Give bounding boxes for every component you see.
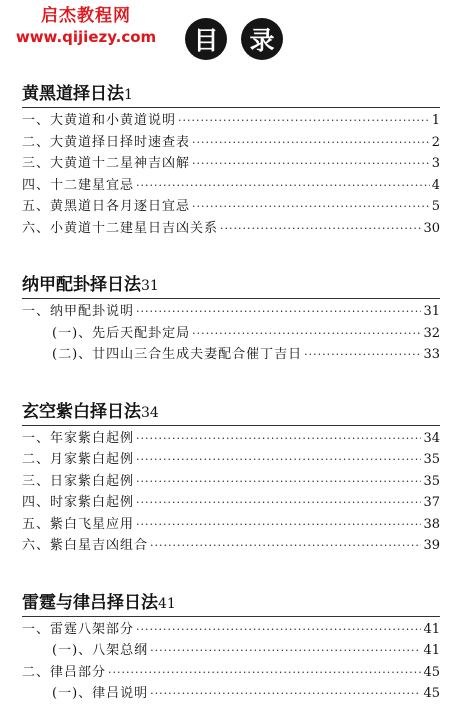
section-title: 黄黑道择日法 <box>22 84 124 104</box>
leader-dots <box>220 218 421 240</box>
leader-dots <box>150 640 421 662</box>
toc-entry-page: 35 <box>423 452 440 467</box>
toc-entry[interactable] <box>22 662 440 684</box>
section-heading <box>22 400 440 424</box>
toc-entry-page: 3 <box>431 156 440 171</box>
section-heading <box>22 591 440 615</box>
toc-entry[interactable] <box>22 619 440 641</box>
toc-entry-page: 34 <box>423 430 440 446</box>
leader-dots <box>150 535 421 557</box>
leader-dots <box>192 132 430 154</box>
leader-dots <box>136 449 421 471</box>
divider <box>22 425 440 426</box>
toc-entry-label: 五、黄黑道日各月逐日宜忌 <box>22 199 191 214</box>
leader-dots <box>192 323 421 345</box>
leader-dots <box>108 662 421 684</box>
toc-entry[interactable] <box>22 175 440 197</box>
toc-entry-label: 二、大黄道择日择时速查表 <box>22 134 191 150</box>
toc-entry-label: 一、大黄道和小黄道说明 <box>22 113 177 128</box>
toc-entry-label: 四、时家紫白起例 <box>22 495 135 510</box>
toc-entry[interactable] <box>22 428 440 450</box>
toc-subentry[interactable] <box>22 323 440 345</box>
toc-entry-label: 一、雷霆八架部分 <box>22 621 135 637</box>
section-page: 31 <box>141 278 159 294</box>
toc-entry-label: 一、年家紫白起例 <box>22 430 135 446</box>
toc-entry-label: (二)、廿四山三合生成夫妻配合催丁吉日 <box>52 347 303 362</box>
toc-entry-label: 二、月家紫白起例 <box>22 452 135 467</box>
toc-entry-page: 41 <box>423 621 440 637</box>
toc-entry-page: 2 <box>431 134 440 150</box>
leader-dots <box>192 196 430 218</box>
section-title: 纳甲配卦择日法 <box>22 275 141 295</box>
toc-entry[interactable] <box>22 132 440 154</box>
toc-entry[interactable] <box>22 449 440 471</box>
toc-entry-label: (一)、先后天配卦定局 <box>52 325 191 341</box>
page-title <box>185 18 283 60</box>
toc-entry-page: 5 <box>431 199 440 214</box>
watermark-url: www.qijiezy.com <box>15 28 157 46</box>
section-page: 41 <box>158 595 176 612</box>
toc-entry[interactable] <box>22 218 440 240</box>
leader-dots <box>136 619 421 641</box>
toc-entry-page: 39 <box>423 538 440 553</box>
leader-dots <box>178 110 430 132</box>
toc-entry-label: 六、小黄道十二建星日吉凶关系 <box>22 220 219 236</box>
leader-dots <box>136 301 421 323</box>
section-heading <box>22 82 440 106</box>
toc-subentry[interactable] <box>22 640 440 662</box>
leader-dots <box>136 492 421 514</box>
section-title: 雷霆与律吕择日法 <box>22 592 158 613</box>
toc-entry-page: 45 <box>423 686 440 701</box>
leader-dots <box>136 471 421 493</box>
toc-entry-page: 38 <box>423 516 440 532</box>
toc-entry[interactable] <box>22 535 440 557</box>
toc-entry[interactable] <box>22 471 440 493</box>
toc-section <box>22 591 440 705</box>
toc-entry[interactable] <box>22 110 440 132</box>
toc-entry-page: 4 <box>431 177 440 193</box>
toc-entry-label: 三、日家紫白起例 <box>22 473 135 489</box>
toc-entry-label: 六、紫白星吉凶组合 <box>22 538 149 553</box>
section-page: 34 <box>141 404 159 421</box>
toc-entry-page: 41 <box>423 643 440 658</box>
watermark-site-name: 启杰教程网 <box>41 6 131 26</box>
toc-entry-label: 二、律吕部分 <box>22 664 107 680</box>
toc-entry-label: (一)、律吕说明 <box>52 686 149 701</box>
leader-dots <box>150 683 421 705</box>
leader-dots <box>136 428 421 450</box>
toc-entry-label: 五、紫白飞星应用 <box>22 516 135 532</box>
toc-subentry[interactable] <box>22 344 440 366</box>
toc-entry[interactable] <box>22 301 440 323</box>
toc-entry-label: 一、纳甲配卦说明 <box>22 304 135 319</box>
toc-entry[interactable] <box>22 153 440 175</box>
divider <box>22 107 440 108</box>
toc-section <box>22 400 440 557</box>
toc-entry-page: 33 <box>423 347 440 362</box>
title-char-1: 目 <box>185 18 227 60</box>
toc-entry[interactable] <box>22 492 440 514</box>
toc-section <box>22 273 440 366</box>
toc-entry-page: 32 <box>423 325 440 341</box>
leader-dots <box>136 175 430 197</box>
toc-entry-page: 35 <box>423 473 440 489</box>
leader-dots <box>304 344 421 366</box>
divider <box>22 616 440 617</box>
toc-entry-label: 四、十二建星宜忌 <box>22 177 135 193</box>
toc-entry-label: (一)、八架总纲 <box>52 643 149 658</box>
section-heading <box>22 273 440 297</box>
leader-dots <box>136 514 421 536</box>
toc-entry-page: 30 <box>423 220 440 236</box>
toc-subentry[interactable] <box>22 683 440 705</box>
toc-entry-label: 三、大黄道十二星神吉凶解 <box>22 156 191 171</box>
toc-entry[interactable] <box>22 196 440 218</box>
toc-body <box>22 82 440 705</box>
toc-section <box>22 82 440 239</box>
divider <box>22 298 440 299</box>
title-char-2: 录 <box>241 18 283 60</box>
leader-dots <box>192 153 430 175</box>
toc-entry-page: 37 <box>423 495 440 510</box>
toc-entry-page: 1 <box>431 113 440 128</box>
watermark <box>6 6 166 48</box>
toc-entry-page: 45 <box>423 664 440 680</box>
toc-entry-page: 31 <box>423 304 440 319</box>
toc-entry[interactable] <box>22 514 440 536</box>
section-page: 1 <box>124 87 133 103</box>
section-title: 玄空紫白择日法 <box>22 401 141 422</box>
